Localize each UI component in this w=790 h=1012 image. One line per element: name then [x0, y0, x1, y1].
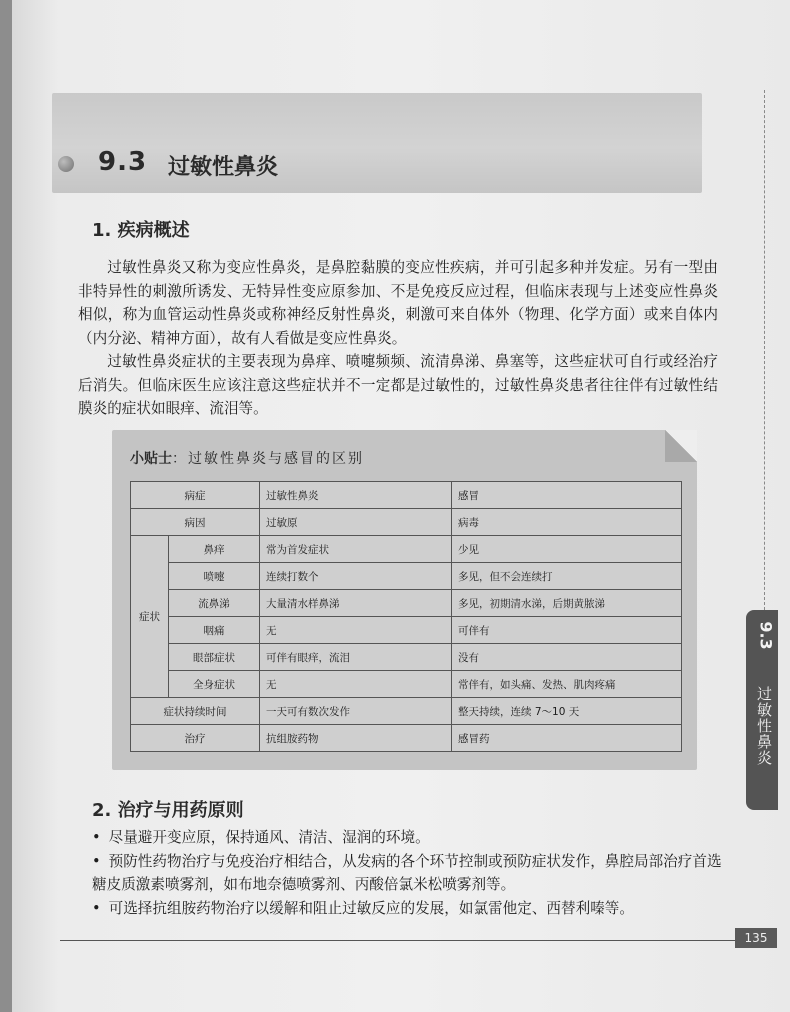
- table-cell: 咽痛: [169, 617, 260, 644]
- table-cell: 感冒: [452, 482, 682, 509]
- section-title-bar: [52, 93, 702, 193]
- table-cell: 症状持续时间: [131, 698, 260, 725]
- table-cell: 病因: [131, 509, 260, 536]
- tip-title-text: ：过敏性鼻炎与感冒的区别: [172, 451, 364, 467]
- list-item: • 可选择抗组胺药物治疗以缓解和阻止过敏反应的发展，如氯雷他定、西替利嗪等。: [92, 897, 732, 921]
- table-row: [131, 617, 682, 644]
- table-cell: 整天持续，连续 7～10 天: [452, 698, 682, 725]
- table-cell: 全身症状: [169, 671, 260, 698]
- treatment-list: [92, 826, 732, 920]
- side-tab-number: 9.3: [756, 621, 776, 650]
- heading-treatment: 2. 治疗与用药原则: [92, 800, 244, 821]
- table-cell: 过敏原: [260, 509, 452, 536]
- table-cell: 可伴有: [452, 617, 682, 644]
- table-cell: 眼部症状: [169, 644, 260, 671]
- table-cell: 多见，但不会连续打: [452, 563, 682, 590]
- page-fold-icon: [665, 430, 697, 462]
- table-cell: 没有: [452, 644, 682, 671]
- section-title: 过敏性鼻炎: [168, 155, 279, 180]
- tip-label: 小贴士: [130, 451, 172, 467]
- table-cell: 常伴有，如头痛、发热、肌肉疼痛: [452, 671, 682, 698]
- paragraph-overview-1: 过敏性鼻炎又称为变应性鼻炎，是鼻腔黏膜的变应性疾病，并可引起多种并发症。另有一型由非特异性的刺激所诱发、无特异性变应原参加、不是免疫反应过程，但临床表现与上述变应性鼻炎相似，称为血管运动性鼻炎或称神经反射性鼻炎，刺激可来自体外（物理、化学方面）或来自体内（内分泌、精神方面），故有人看做是变应性鼻炎。: [78, 259, 718, 347]
- table-row: [131, 536, 682, 563]
- table-cell: 常为首发症状: [260, 536, 452, 563]
- comparison-table: [130, 481, 682, 752]
- table-cell: 流鼻涕: [169, 590, 260, 617]
- heading-overview: 1. 疾病概述: [92, 220, 190, 241]
- table-cell: 可伴有眼痒，流泪: [260, 644, 452, 671]
- table-cell: 感冒药: [452, 725, 682, 752]
- section-number: 9.3: [98, 147, 148, 177]
- chapter-side-tab: [746, 610, 778, 810]
- table-row: [131, 509, 682, 536]
- table-row: [131, 698, 682, 725]
- table-cell: 多见，初期清水涕，后期黄脓涕: [452, 590, 682, 617]
- table-row: [131, 725, 682, 752]
- table-row: [131, 590, 682, 617]
- paragraph-overview-2: 过敏性鼻炎症状的主要表现为鼻痒、喷嚏频频、流清鼻涕、鼻塞等，这些症状可自行或经治疗后消失。但临床医生应该注意这些症状并不一定都是过敏性的，过敏性鼻炎患者往往伴有过敏性结膜炎的症状如眼痒、流泪等。: [78, 353, 718, 417]
- table-cell: 无: [260, 617, 452, 644]
- page-number: 135: [735, 928, 777, 948]
- table-cell: 鼻痒: [169, 536, 260, 563]
- table-cell: 过敏性鼻炎: [260, 482, 452, 509]
- bullet-dot-icon: [58, 156, 74, 172]
- tip-title: [130, 448, 364, 468]
- margin-rule: [764, 90, 765, 610]
- side-tab-title: 过敏性鼻炎: [755, 686, 773, 766]
- table-cell: 少见: [452, 536, 682, 563]
- table-cell-symptom-group: 症状: [131, 536, 169, 698]
- table-row: [131, 671, 682, 698]
- table-row: [131, 644, 682, 671]
- table-cell: 大量清水样鼻涕: [260, 590, 452, 617]
- table-cell: 喷嚏: [169, 563, 260, 590]
- list-item: • 尽量避开变应原，保持通风、清洁、湿润的环境。: [92, 826, 732, 850]
- table-cell: 抗组胺药物: [260, 725, 452, 752]
- table-cell: 一天可有数次发作: [260, 698, 452, 725]
- table-row: [131, 563, 682, 590]
- table-cell: 连续打数个: [260, 563, 452, 590]
- footer-rule: [60, 940, 750, 941]
- list-item: • 预防性药物治疗与免疫治疗相结合，从发病的各个环节控制或预防症状发作，鼻腔局部治疗首选糖皮质激素喷雾剂，如布地奈德喷雾剂、丙酸倍氯米松喷雾剂等。: [92, 850, 732, 897]
- table-cell: 病毒: [452, 509, 682, 536]
- table-cell: 病症: [131, 482, 260, 509]
- table-cell: 治疗: [131, 725, 260, 752]
- table-cell: 无: [260, 671, 452, 698]
- table-row: [131, 482, 682, 509]
